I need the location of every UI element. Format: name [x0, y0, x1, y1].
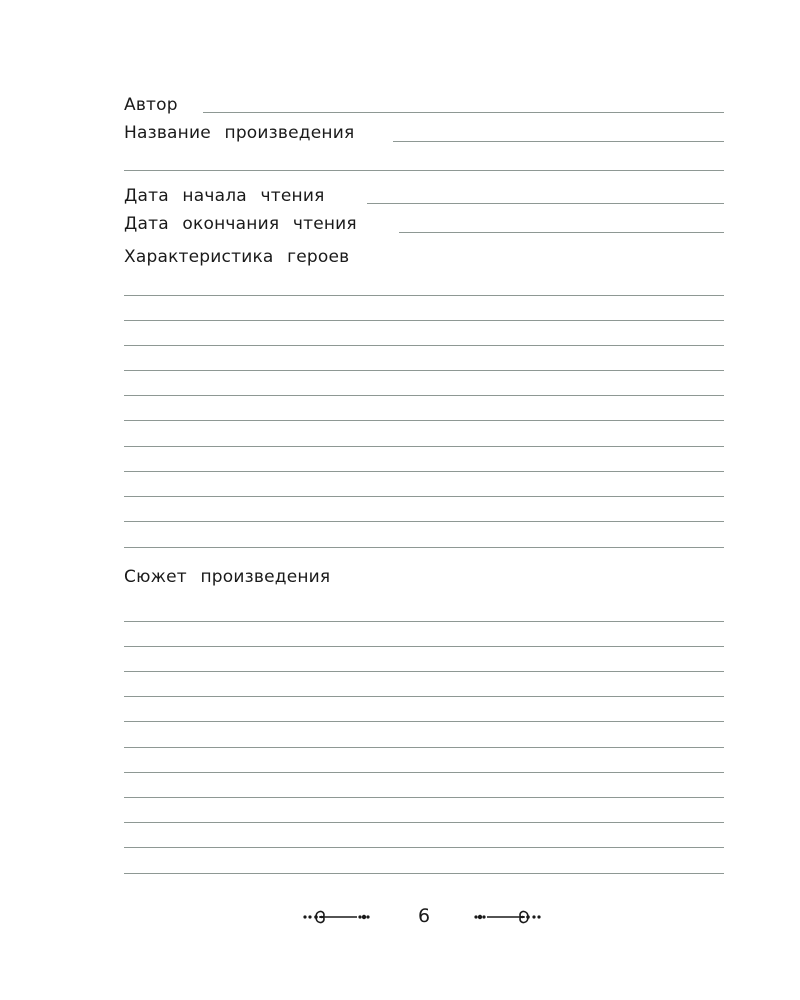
start-date-label: Дата начала чтения [124, 186, 325, 206]
writing-line [124, 671, 724, 672]
flourish-right-icon [472, 906, 542, 928]
page-footer [0, 900, 800, 932]
author-field-line[interactable] [203, 112, 724, 113]
flourish-left-icon [302, 906, 372, 928]
writing-line [124, 822, 724, 823]
writing-line [124, 772, 724, 773]
plot-label: Сюжет произведения [124, 567, 331, 587]
title-label: Название произведения [124, 123, 355, 143]
end-date-field-line[interactable] [399, 232, 724, 233]
writing-line [124, 847, 724, 848]
writing-line [124, 446, 724, 447]
writing-line [124, 721, 724, 722]
writing-line [124, 370, 724, 371]
end-date-label: Дата окончания чтения [124, 214, 357, 234]
writing-line [124, 696, 724, 697]
characters-writing-area[interactable] [124, 295, 724, 550]
writing-line [124, 471, 724, 472]
page-number: 6 [417, 905, 431, 927]
writing-line [124, 496, 724, 497]
writing-line [124, 646, 724, 647]
writing-line [124, 873, 724, 874]
writing-line [124, 395, 724, 396]
writing-line [124, 521, 724, 522]
writing-line [124, 747, 724, 748]
writing-line [124, 295, 724, 296]
writing-line [124, 420, 724, 421]
characters-label: Характеристика героев [124, 247, 350, 267]
title-field-line[interactable] [393, 141, 724, 142]
title-field-line-2[interactable] [124, 170, 724, 171]
writing-line [124, 797, 724, 798]
writing-line [124, 320, 724, 321]
writing-line [124, 345, 724, 346]
writing-line [124, 547, 724, 548]
start-date-field-line[interactable] [367, 203, 724, 204]
writing-line [124, 621, 724, 622]
plot-writing-area[interactable] [124, 621, 724, 876]
author-label: Автор [124, 95, 178, 115]
